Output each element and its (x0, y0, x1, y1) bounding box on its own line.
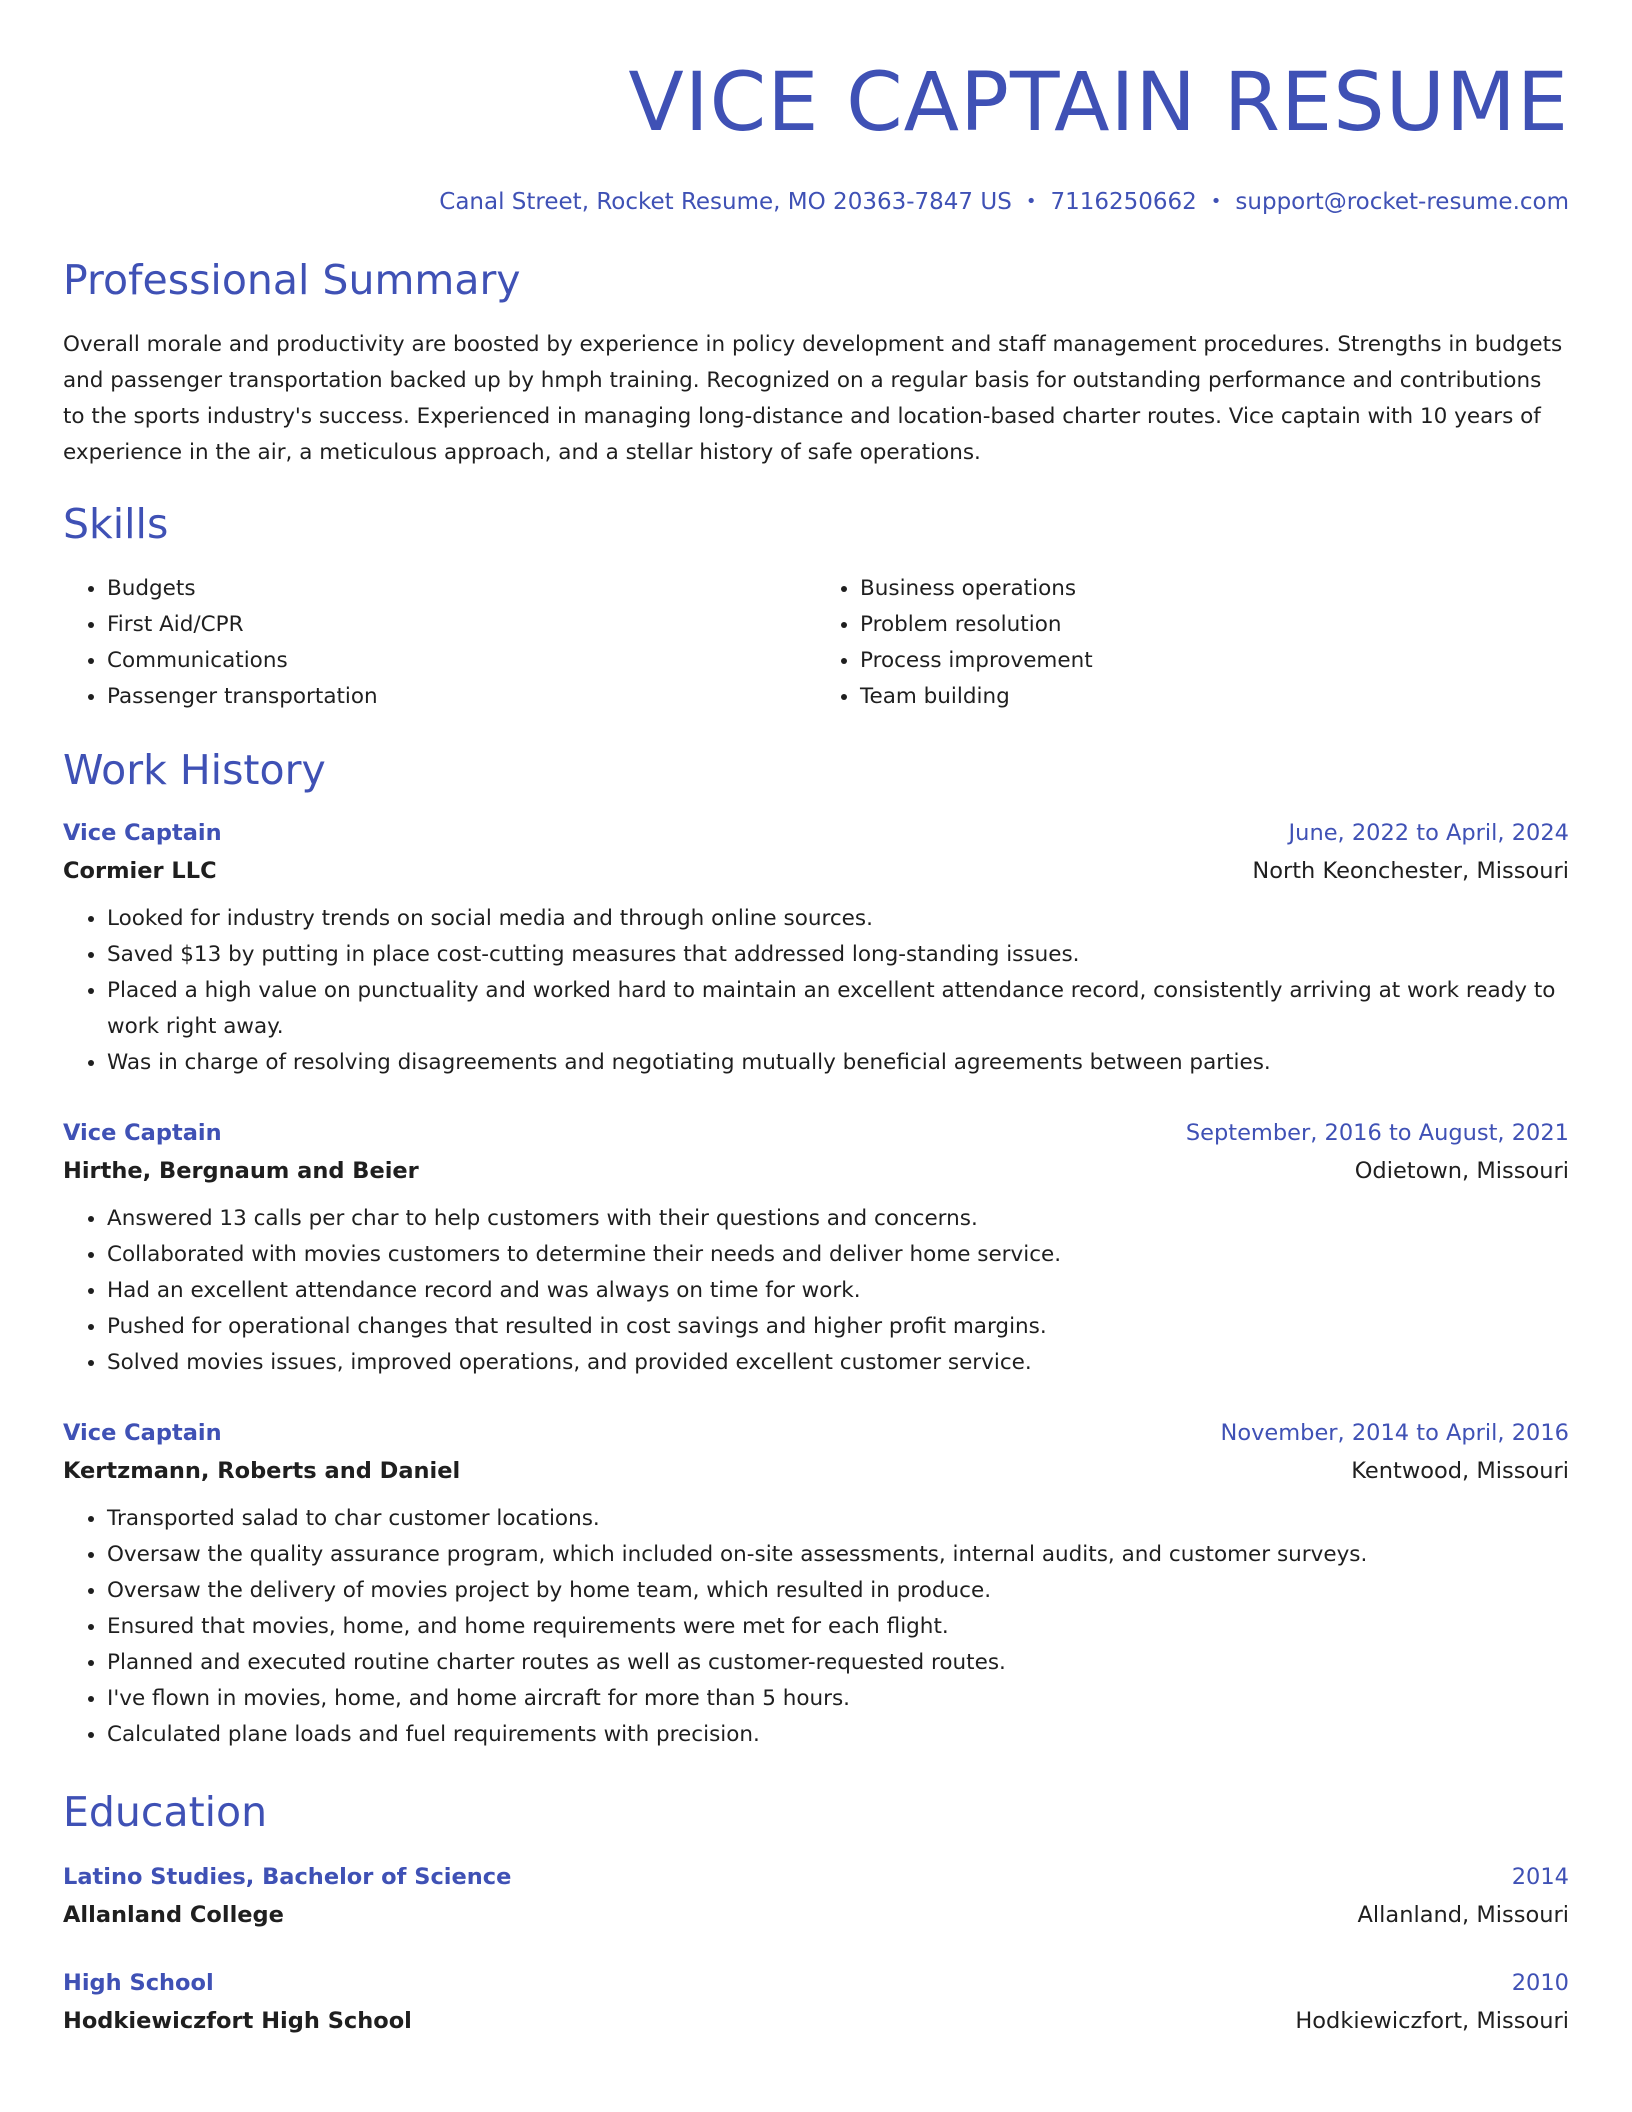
job-bullet: • Planned and executed routine charter routes as well as customer-requested routes. (107, 1645, 1569, 1681)
separator-dot: • (1210, 191, 1222, 212)
job-bullet: • Placed a high value on punctuality and worked hard to maintain an excellent attendance record, consistently arriving at work ready to work right away. (107, 973, 1569, 1045)
job-bullets (63, 1201, 1569, 1381)
job-entry (63, 815, 1569, 1081)
education-heading: Education (63, 1788, 268, 1836)
education-location: Hodkiewiczfort, Missouri (1295, 2008, 1569, 2034)
job-role: Vice Captain (63, 820, 222, 846)
job-bullet: • I've flown in movies, home, and home aircraft for more than 5 hours. (107, 1681, 1569, 1717)
job-role: Vice Captain (63, 1420, 222, 1446)
job-role: Vice Captain (63, 1120, 222, 1146)
job-bullet: • Pushed for operational changes that resulted in cost savings and higher profit margins. (107, 1309, 1569, 1345)
job-bullet: • Looked for industry trends on social media and through online sources. (107, 901, 1569, 937)
skill-item: • Passenger transportation (107, 679, 816, 715)
job-bullet: • Saved $13 by putting in place cost-cutting measures that addressed long-standing issues. (107, 937, 1569, 973)
skills-column-left (63, 571, 816, 715)
skill-item: • Process improvement (860, 643, 1569, 679)
resume-title: VICE CAPTAIN RESUME (628, 56, 1569, 150)
summary-text: Overall morale and productivity are boosted by experience in policy development and staff management procedures. Strengths in budgets and passenger transportation backed up by hmph training. Recognized on a regular basis for outstanding performance and contributions to the sports industry's success. Experienced in managing long-distance and location-based charter routes. Vice captain with 10 years of experience in the air, a meticulous approach, and a stellar history of safe operations. (63, 332, 1563, 465)
job-company: Kertzmann, Roberts and Daniel (63, 1458, 461, 1484)
summary-heading: Professional Summary (63, 256, 521, 304)
job-company: Cormier LLC (63, 858, 217, 884)
job-bullet: • Solved movies issues, improved operations, and provided excellent customer service. (107, 1345, 1569, 1381)
job-location: Odietown, Missouri (1354, 1158, 1569, 1184)
skill-item: • Problem resolution (860, 607, 1569, 643)
job-location: Kentwood, Missouri (1351, 1458, 1569, 1484)
job-location: North Keonchester, Missouri (1252, 858, 1569, 884)
job-dates: June, 2022 to April, 2024 (1288, 820, 1569, 846)
job-entry (63, 1115, 1569, 1381)
skills-heading: Skills (63, 500, 169, 548)
education-degree: High School (63, 1970, 214, 1996)
skill-item: • Budgets (107, 571, 816, 607)
work-history-heading: Work History (63, 746, 326, 794)
education-year: 2014 (1511, 1864, 1569, 1890)
skills-list (63, 571, 1569, 715)
job-bullet: • Answered 13 calls per char to help customers with their questions and concerns. (107, 1201, 1569, 1237)
education-year: 2010 (1511, 1970, 1569, 1996)
skill-item: • Business operations (860, 571, 1569, 607)
skill-item: • Team building (860, 679, 1569, 715)
education-school: Allanland College (63, 1902, 284, 1928)
job-bullet: • Transported salad to char customer locations. (107, 1501, 1569, 1537)
job-entry (63, 1415, 1569, 1753)
skills-column-right (816, 571, 1569, 715)
job-bullet: • Calculated plane loads and fuel requirements with precision. (107, 1717, 1569, 1753)
job-bullet: • Collaborated with movies customers to determine their needs and deliver home service. (107, 1237, 1569, 1273)
job-bullets (63, 1501, 1569, 1753)
job-bullet: • Ensured that movies, home, and home requirements were met for each flight. (107, 1609, 1569, 1645)
contact-address: Canal Street, Rocket Resume, MO 20363-7847 US (439, 189, 1012, 215)
job-dates: September, 2016 to August, 2021 (1185, 1120, 1569, 1146)
job-bullet: • Was in charge of resolving disagreements and negotiating mutually beneficial agreements between parties. (107, 1045, 1569, 1081)
education-degree: Latino Studies, Bachelor of Science (63, 1864, 512, 1890)
contact-phone[interactable]: 7116250662 (1050, 189, 1197, 215)
separator-dot: • (1025, 191, 1037, 212)
job-bullet: • Oversaw the delivery of movies project by home team, which resulted in produce. (107, 1573, 1569, 1609)
skill-item: • First Aid/CPR (107, 607, 816, 643)
contact-line (63, 186, 1569, 218)
job-dates: November, 2014 to April, 2016 (1220, 1420, 1569, 1446)
job-bullet: • Oversaw the quality assurance program, which included on-site assessments, internal audits, and customer surveys. (107, 1537, 1569, 1573)
education-entry (63, 1859, 1569, 1935)
education-entry (63, 1965, 1569, 2041)
education-school: Hodkiewiczfort High School (63, 2008, 412, 2034)
skill-item: • Communications (107, 643, 816, 679)
contact-email[interactable]: support@rocket-resume.com (1235, 189, 1569, 215)
education-location: Allanland, Missouri (1357, 1902, 1569, 1928)
job-company: Hirthe, Bergnaum and Beier (63, 1158, 419, 1184)
job-bullet: • Had an excellent attendance record and was always on time for work. (107, 1273, 1569, 1309)
job-bullets (63, 901, 1569, 1081)
